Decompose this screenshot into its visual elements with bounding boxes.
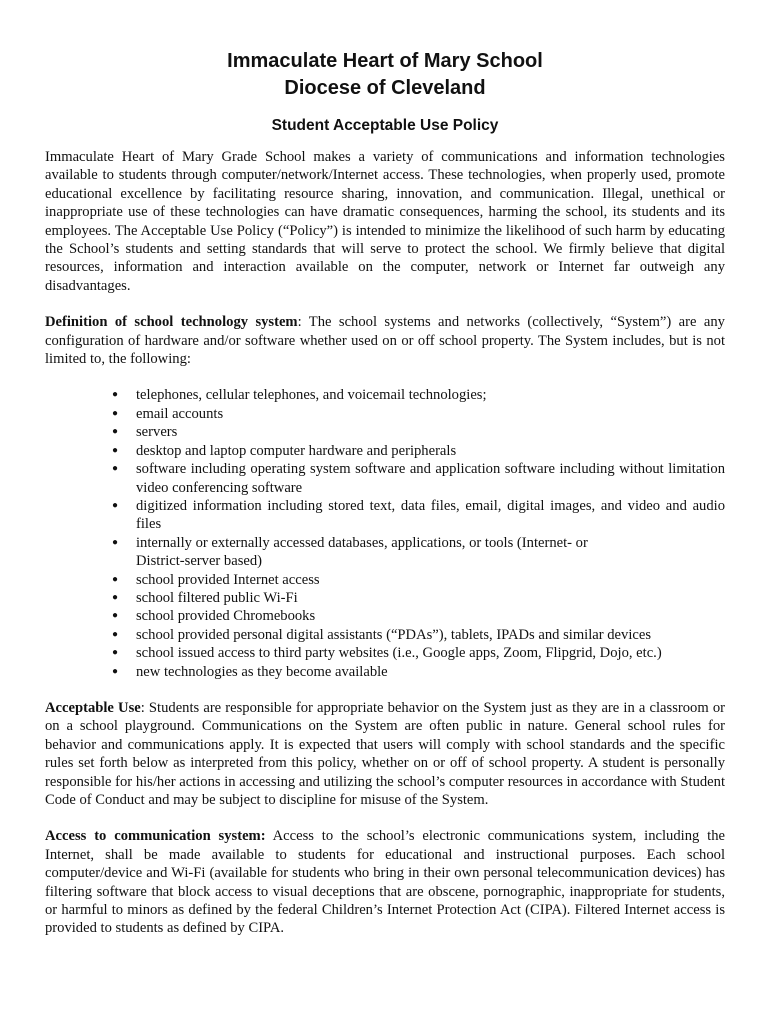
acceptable-use-heading: Acceptable Use xyxy=(45,699,141,716)
definition-text: : The school systems and networks (collectively, “System”) are any configuration of hardware and/or software whether used on or off school property. The System includes, but is not limited to, the following: xyxy=(45,314,725,368)
list-item: ● school provided Internet access xyxy=(136,571,725,589)
list-item: ● school filtered public Wi-Fi xyxy=(136,589,725,607)
policy-subtitle: Student Acceptable Use Policy xyxy=(271,117,499,134)
list-item: ● desktop and laptop computer hardware and peripherals xyxy=(136,442,725,460)
acceptable-use-paragraph xyxy=(45,699,725,809)
list-item: ● telephones, cellular telephones, and voicemail technologies; xyxy=(136,386,725,404)
access-heading: Access to communication system: xyxy=(45,828,266,845)
system-items-list xyxy=(45,386,725,681)
access-text: Access to the school’s electronic communications system, including the Internet, shall be made available to students for educational and instructional purposes. Each school computer/device and Wi-Fi (available for students who bring in their own personal telecommunication devices) has filtering software that block access to visual deceptions that are obscene, pornographic, inappropriate for students, or harmful to minors as defined by the federal Children’s Internet Protection Act (CIPA). Filtered Internet access is provided to students as defined by CIPA. xyxy=(45,828,725,937)
list-item: ● school provided Chromebooks xyxy=(136,607,725,625)
acceptable-use-text: : Students are responsible for appropriate behavior on the System just as they are in a classroom or on a school playground. Communications on the System are often public in nature. General school rules for behavior and communications apply. It is expected that users will comply with school standards and the specific rules set forth below as interpreted from this policy, whether on or off of school property. A student is personally responsible for his/her actions in accessing and utilizing the school’s computer resources in accordance with Student Code of Conduct and may be subject to discipline for misuse of the System. xyxy=(45,699,725,808)
list-item: ● school provided personal digital assistants (“PDAs”), tablets, IPADs and similar devices xyxy=(136,626,725,644)
list-item: ● servers xyxy=(136,423,725,441)
document-page xyxy=(45,48,725,956)
definition-heading: Definition of school technology system xyxy=(45,314,298,331)
list-item: ● school issued access to third party websites (i.e., Google apps, Zoom, Flipgrid, Dojo, etc.) xyxy=(136,644,725,662)
definition-paragraph xyxy=(45,313,725,368)
list-item: ● email accounts xyxy=(136,405,725,423)
list-item: ● digitized information including stored text, data files, email, digital images, and video and audio files xyxy=(136,497,725,534)
list-item: ● software including operating system software and application software including without limitation video conferencing software xyxy=(136,460,725,497)
title-diocese: Diocese of Cleveland xyxy=(284,77,486,99)
intro-paragraph: Immaculate Heart of Mary Grade School makes a variety of communications and information technologies available to students through computer/network/Internet access. These technologies, when properly used, promote educational excellence by facilitating resource sharing, innovation, and communication. Illegal, unethical or inappropriate use of these technologies can have dramatic consequences, harming the school, its students and its employees. The Acceptable Use Policy (“Policy”) is intended to minimize the likelihood of such harm by educating the School’s students and setting standards that will serve to protect the school. We firmly believe that digital resources, information and interaction available on the computer, network or Internet far outweigh any disadvantages. xyxy=(45,149,725,294)
list-item: ● internally or externally accessed databases, applications, or tools (Internet- or District-server based) xyxy=(136,534,725,571)
access-paragraph xyxy=(45,827,725,937)
title-school: Immaculate Heart of Mary School xyxy=(227,50,543,72)
list-item: ● new technologies as they become available xyxy=(136,663,725,681)
